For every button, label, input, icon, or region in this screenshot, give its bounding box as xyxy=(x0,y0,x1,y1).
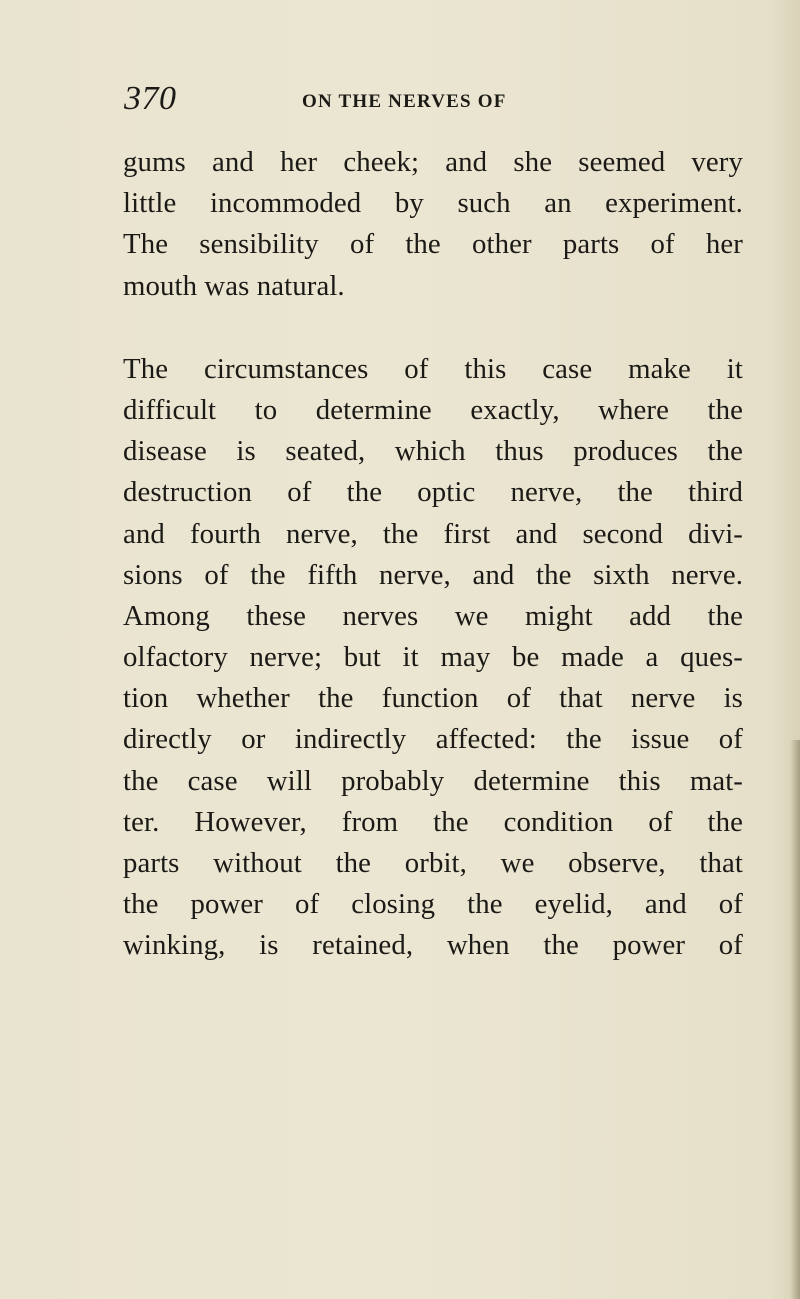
text-line: parts without the orbit, we observe, that xyxy=(123,847,743,879)
text-line: disease is seated, which thus produces the xyxy=(123,435,743,468)
text-line: tion whether the function of that nerve is xyxy=(123,682,743,715)
page-number: 370 xyxy=(124,80,177,117)
text-line: The sensibility of the other parts of her xyxy=(123,228,743,261)
body-text xyxy=(123,142,743,967)
text-line: gums and her cheek; and she seemed very xyxy=(123,146,743,178)
text-line: little incommoded by such an experiment. xyxy=(123,187,743,220)
text-line: the power of closing the eyelid, and of xyxy=(123,888,743,921)
text-line: Among these nerves we might add the xyxy=(123,599,743,632)
paragraph-1 xyxy=(123,142,743,307)
text-line: winking, is retained, when the power of xyxy=(123,929,743,962)
paragraph-gap xyxy=(123,307,743,349)
text-line: ter. However, from the condition of the xyxy=(123,805,743,838)
text-line: destruction of the optic nerve, the third xyxy=(123,476,743,509)
page-edge-shadow xyxy=(790,740,800,1299)
text-line: difficult to determine exactly, where the xyxy=(123,393,743,426)
text-line: the case will probably determine this mat- xyxy=(123,764,743,797)
text-line: The circumstances of this case make it xyxy=(123,352,743,385)
text-line: sions of the fifth nerve, and the sixth nerve. xyxy=(123,558,743,591)
text-line: olfactory nerve; but it may be made a ques- xyxy=(123,641,743,674)
running-head xyxy=(0,80,800,130)
text-line: mouth was natural. xyxy=(123,269,345,302)
text-line: directly or indirectly affected: the issue of xyxy=(123,723,743,756)
running-title: ON THE NERVES OF xyxy=(302,91,507,112)
paragraph-2 xyxy=(123,349,743,967)
text-line: and fourth nerve, the first and second divi- xyxy=(123,517,743,550)
